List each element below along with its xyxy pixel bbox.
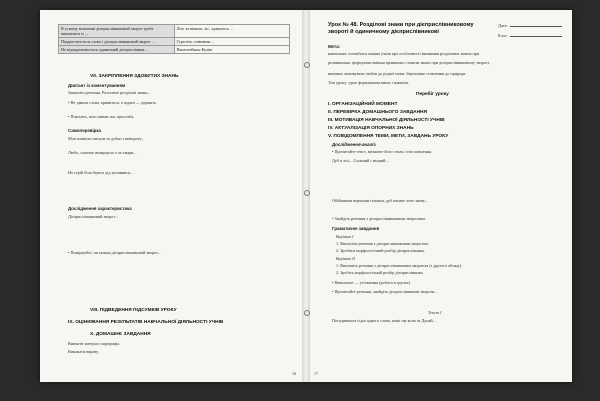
- body-line: Вивчити матеріал параграфа.: [68, 341, 121, 346]
- body-line: • Не давши слова, кривиться, а ждати — держить.: [68, 100, 158, 105]
- left-page: [40, 10, 304, 382]
- section-heading: VIII. ПІДВЕДЕННЯ ПІДСУМКІВ УРОКУ: [90, 308, 177, 313]
- rules-table: [58, 24, 290, 54]
- section-heading: II. ПЕРЕВІРКА ДОМАШНЬОГО ЗАВДАННЯ: [328, 110, 427, 115]
- body-line: Варіант ІІ: [336, 256, 355, 261]
- body-line: Виконати вправу.: [68, 349, 99, 354]
- meta-line: розвивальна: формувати вміння правильно ставити знаки при дієприслівниковому звороті,: [328, 60, 490, 65]
- body-line: Дієприслівниковий зворот...: [68, 214, 118, 219]
- body-line: • Навчальне — уточнення (робота в групах): [332, 280, 411, 285]
- body-line: • Поясніть, чого навчає вас прислів'я.: [68, 114, 135, 119]
- subheading: Самоперевірка: [68, 128, 101, 133]
- body-line: Запишіть речення. Розставте розділові знаки...: [68, 90, 151, 95]
- table-cell: В усному мовленні дієприслівниковий зворот треба вимовляти із ...: [59, 25, 175, 38]
- body-line: • Прочитайте текст, визначте його стиль і тип мовлення.: [332, 149, 433, 154]
- body-line: • Прочитайте речення, знайдіть дієприслівникові звороти...: [332, 289, 438, 294]
- section-heading: V. ПОВІДОМЛЕННЯ ТЕМИ, МЕТИ, ЗАВДАНЬ УРОКУ: [328, 134, 449, 139]
- section-heading: IX. ОЦІНЮВАННЯ РЕЗУЛЬТАТІВ НАВЧАЛЬНОЇ ДІЯЛЬНОСТІ УЧНІВ: [68, 320, 224, 325]
- body-line: Дуб в лісі... Сильний і міцний...: [332, 158, 389, 163]
- body-line: Варіант І: [336, 234, 354, 239]
- plan-heading: Перебіг уроку: [416, 92, 449, 97]
- section-heading: IV. АКТУАЛІЗАЦІЯ ОПОРНИХ ЗНАНЬ: [328, 126, 414, 131]
- body-line: Мов пливучи пискли за дубки з вивороту...: [68, 136, 145, 141]
- subheading: Дослідження характеристика: [68, 206, 132, 211]
- subheading: Граматичне завдання: [332, 226, 380, 231]
- subheading: Диктант із коментуванням: [68, 83, 126, 88]
- page-number: 17: [314, 371, 318, 376]
- meta-line: виховна: виховувати любов до рідної мови, бережливе ставлення до природи.: [328, 71, 467, 76]
- body-line: 1. Випишіть речення з дієприслівниковим зворотом (з другого абзацу).: [336, 263, 463, 268]
- body-line: Текст 1: [428, 310, 442, 315]
- page-number: 16: [292, 371, 296, 376]
- table-row: [59, 38, 290, 46]
- right-page: [308, 10, 572, 382]
- section-heading: I. ОРГАНІЗАЦІЙНИЙ МОМЕНТ: [328, 102, 398, 107]
- table-cell: Підкреслюється слово і дієприслівниковий зворот ...: [59, 38, 175, 46]
- book-spread: [40, 10, 572, 382]
- body-line: 2. Зробіть морфологічний розбір дієприслівника.: [336, 270, 424, 275]
- body-line: Обійнявши вершини гілками, дуб неначе хоче знову...: [332, 198, 428, 203]
- section-heading: X. ДОМАШНЄ ЗАВДАННЯ: [90, 332, 151, 337]
- date-field: Дата:: [498, 22, 562, 28]
- body-line: Погодившися гідні одного слова, наші ще коли за Дунай...: [332, 318, 436, 323]
- table-cell: Не відокремлюється одиничний дієприслівник ...: [59, 46, 175, 54]
- body-line: • Знайдіть речення з дієприслівниковими зворотами.: [332, 216, 426, 221]
- section-heading: VII. ЗАКРІПЛЕННЯ ЗДОБУТИХ ЗНАНЬ: [90, 74, 179, 79]
- body-line: 2. Зробити морфологічний розбір дієприслівника.: [336, 248, 425, 253]
- body-line: • Поміркуйте, чи можна дієприслівниковий зворот...: [68, 250, 161, 255]
- table-cell: Літо за вікном, ліс, здавалось ...: [174, 25, 290, 38]
- lesson-title: Урок № 48. Розділові знаки при дієприслівниковому звороті й одиничному дієприслівникові: [328, 22, 474, 35]
- meta-line: Тип уроку: урок формування вмінь і навичок.: [328, 80, 410, 85]
- body-line: Любо, сонечко визирнуло з-за хмари...: [68, 150, 137, 155]
- meta-line: навчальна: поглибити знання учнів про особливості вживання розділових знаків при: [328, 51, 480, 56]
- section-heading: III. МОТИВАЦІЯ НАВЧАЛЬНОЇ ДІЯЛЬНОСТІ УЧНІВ: [328, 118, 445, 123]
- body-line: 1. Виписати речення з дієприслівниковим зворотом.: [336, 241, 429, 246]
- class-field: Клас:: [498, 32, 562, 38]
- subheading: Дослідження-аналіз: [332, 142, 376, 147]
- table-cell: Пантелеймон Куліш: [174, 46, 290, 54]
- table-row: [59, 46, 290, 54]
- body-line: На стрій біля берега дід зупинився...: [68, 170, 134, 175]
- table-cell: Гурготів, співаючи ...: [174, 38, 290, 46]
- table-row: [59, 25, 290, 38]
- meta-heading: Мета:: [328, 44, 341, 49]
